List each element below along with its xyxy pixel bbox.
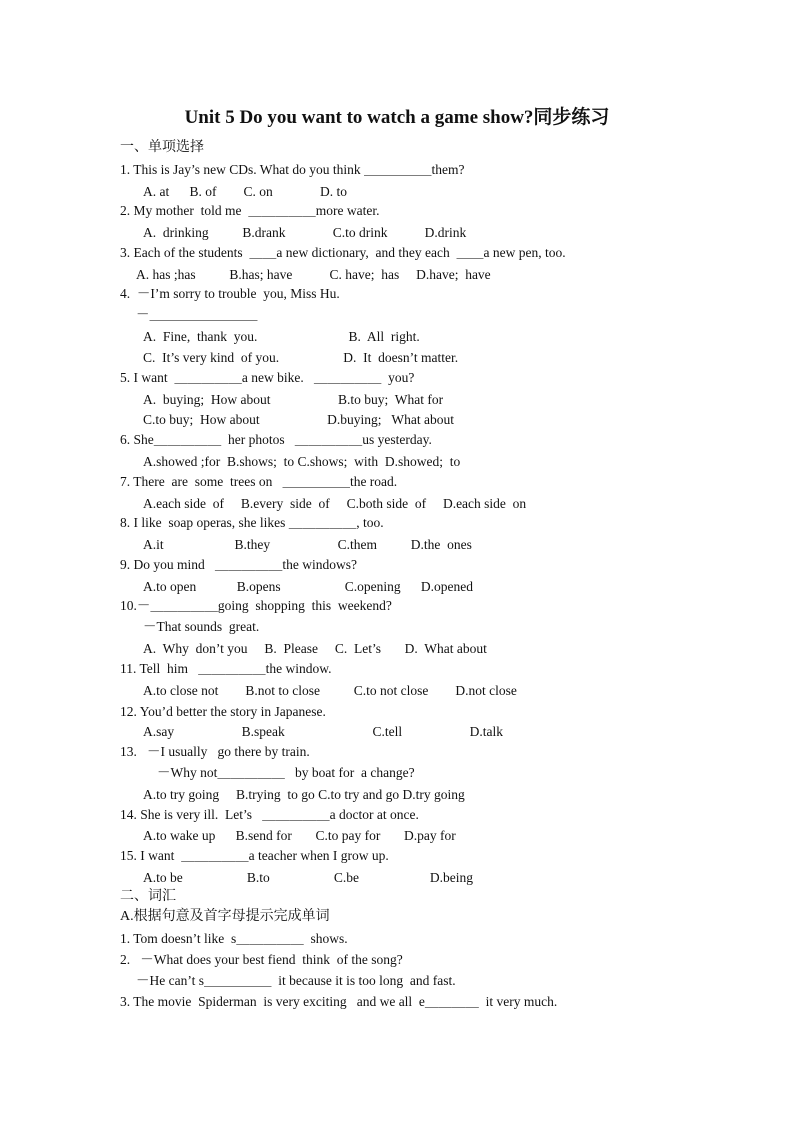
subsection-heading-fill-words: A.根据句意及首字母提示完成单词 xyxy=(120,909,330,924)
question-9: 9. Do you mind ＿＿＿＿＿the windows? xyxy=(120,557,357,572)
question-1-options: A. at B. of C. on D. to xyxy=(143,184,347,199)
question-5: 5. I want ＿＿＿＿＿a new bike. ＿＿＿＿＿ you? xyxy=(120,370,415,385)
vocab-item-3: 3. The movie Spiderman is very exciting and we all e＿＿＿＿ it very much. xyxy=(120,994,558,1009)
page-title: Unit 5 Do you want to watch a game show?同步练习 xyxy=(184,107,610,128)
question-4-reply: －＿＿＿＿＿＿＿＿ xyxy=(136,307,258,322)
question-11: 11. Tell him ＿＿＿＿＿the window. xyxy=(120,661,332,676)
question-12: 12. You’d better the story in Japanese. xyxy=(120,704,326,719)
question-4: 4. －I’m sorry to trouble you, Miss Hu. xyxy=(120,286,340,301)
question-8: 8. I like soap operas, she likes ＿＿＿＿＿, too. xyxy=(120,515,384,530)
question-10-reply: －That sounds great. xyxy=(143,619,260,634)
question-3-options: A. has ;has B.has; have C. have; has D.have; have xyxy=(136,267,491,282)
question-4-options-row-1: A. Fine, thank you. B. All right. xyxy=(143,329,420,344)
question-10: 10.－＿＿＿＿＿going shopping this weekend? xyxy=(120,598,392,613)
question-13-reply: －Why not＿＿＿＿＿ by boat for a change? xyxy=(157,765,415,780)
question-12-options: A.say B.speak C.tell D.talk xyxy=(143,724,503,739)
question-8-options: A.it B.they C.them D.the ones xyxy=(143,537,472,552)
question-13-options: A.to try going B.trying to go C.to try and go D.try going xyxy=(143,787,465,802)
question-15-options: A.to be B.to C.be D.being xyxy=(143,870,473,885)
question-7-options: A.each side of B.every side of C.both side of D.each side on xyxy=(143,496,527,511)
question-2: 2. My mother told me ＿＿＿＿＿more water. xyxy=(120,203,380,218)
question-1: 1. This is Jay’s new CDs. What do you think ＿＿＿＿＿them? xyxy=(120,162,465,177)
question-14: 14. She is very ill. Let’s ＿＿＿＿＿a doctor at once. xyxy=(120,807,419,822)
question-4-options-row-2: C. It’s very kind of you. D. It doesn’t matter. xyxy=(143,350,459,365)
question-6: 6. She＿＿＿＿＿ her photos ＿＿＿＿＿us yesterday. xyxy=(120,432,432,447)
section-heading-vocabulary: 二、词汇 xyxy=(120,889,176,904)
question-11-options: A.to close not B.not to close C.to not close D.not close xyxy=(143,683,517,698)
question-13: 13. －I usually go there by train. xyxy=(120,744,310,759)
question-6-options: A.showed ;for B.shows; to C.shows; with D.showed; to xyxy=(143,454,461,469)
question-14-options: A.to wake up B.send for C.to pay for D.pay for xyxy=(143,828,456,843)
question-10-options: A. Why don’t you B. Please C. Let’s D. What about xyxy=(143,641,487,656)
question-3: 3. Each of the students ＿＿a new dictionary, and they each ＿＿a new pen, too. xyxy=(120,245,566,260)
vocab-item-2: 2. －What does your best fiend think of the song? xyxy=(120,952,403,967)
question-15: 15. I want ＿＿＿＿＿a teacher when I grow up. xyxy=(120,848,389,863)
vocab-item-2-reply: －He can’t s＿＿＿＿＿ it because it is too long and fast. xyxy=(136,973,456,988)
question-5-options-row-1: A. buying; How about B.to buy; What for xyxy=(143,392,444,407)
question-9-options: A.to open B.opens C.opening D.opened xyxy=(143,579,473,594)
vocab-item-1: 1. Tom doesn’t like s＿＿＿＿＿ shows. xyxy=(120,931,348,946)
question-5-options-row-2: C.to buy; How about D.buying; What about xyxy=(143,412,454,427)
question-7: 7. There are some trees on ＿＿＿＿＿the road. xyxy=(120,474,398,489)
question-2-options: A. drinking B.drank C.to drink D.drink xyxy=(143,225,467,240)
section-heading-multiple-choice: 一、单项选择 xyxy=(120,140,204,155)
